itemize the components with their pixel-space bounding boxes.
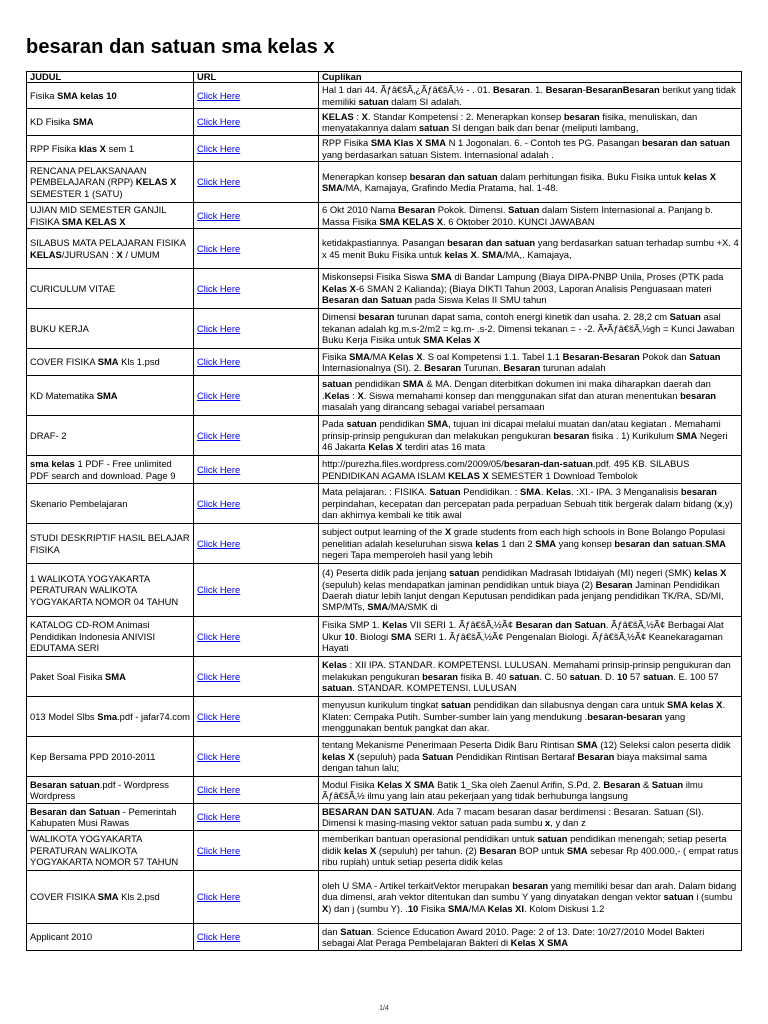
row-snippet: menyusun kurikulum tingkat satuan pendidikan dan silabusnya dengan cara untuk SMA kelas X. Klaten: Cempaka Putih. Sumber-sumber lain yang mendukung .besaran-besaran yang menggunakan bentuk pangkat dan akar. — [319, 697, 742, 737]
row-title: DRAF- 2 — [27, 416, 194, 456]
click-here-link[interactable]: Click Here — [197, 710, 241, 722]
click-here-link[interactable]: Click Here — [197, 630, 241, 642]
click-here-link[interactable]: Click Here — [197, 750, 241, 762]
row-url-cell — [194, 831, 319, 871]
table-row — [27, 136, 742, 162]
row-title: 1 WALIKOTA YOGYAKARTA PERATURAN WALIKOTA YOGYAKARTA NOMOR 04 TAHUN — [27, 564, 194, 617]
row-title: Skenario Pembelajaran — [27, 484, 194, 524]
row-title: KD Matematika SMA — [27, 376, 194, 416]
click-here-link[interactable]: Click Here — [197, 116, 241, 128]
table-row — [27, 524, 742, 564]
click-here-link[interactable]: Click Here — [197, 463, 241, 475]
click-here-link[interactable]: Click Here — [197, 282, 241, 294]
table-header-row — [27, 72, 742, 83]
click-here-link[interactable]: Click Here — [197, 242, 241, 254]
page-number: 1/4 — [379, 1005, 389, 1012]
row-title: sma kelas 1 PDF - Free unlimited PDF search and download. Page 9 — [27, 456, 194, 484]
row-url-cell — [194, 83, 319, 109]
row-title: CURICULUM VITAE — [27, 269, 194, 309]
row-url-cell — [194, 269, 319, 309]
row-snippet: RPP Fisika SMA Klas X SMA N 1 Jogonalan. 6. - Contoh tes PG. Pasangan besaran dan satuan yang berdasarkan satuan Sistem. Internasional adalah . — [319, 136, 742, 162]
row-snippet: (4) Peserta didik pada jenjang satuan pendidikan Madrasah Ibtidaiyah (MI) negeri (SMK) kelas X (sepuluh) kelas mendapatkan jaminan pendidikan untuk biaya (2) Besaran Jaminan Pendidikan Daerah diatur lebih lanjut dengan Keputusan pendidikan pada jenjang pendidikan TK/RA, SD/MI, SMP/MTs, SMA/MA/SMK di — [319, 564, 742, 617]
row-title: SILABUS MATA PELAJARAN FISIKA KELAS/JURUSAN : X / UMUM — [27, 229, 194, 269]
row-url-cell — [194, 229, 319, 269]
table-row — [27, 203, 742, 229]
row-snippet: subject output learning of the X grade students from each high schools in Bone Bolango Populasi penelitian adalah keseluruhan siswa kelas 1 dan 2 SMA yang konsep besaran dan satuan.SMA negeri Tapa memperoleh hasil yang lebih — [319, 524, 742, 564]
table-row — [27, 617, 742, 657]
table-row — [27, 229, 742, 269]
row-snippet: Kelas : XII IPA. STANDAR. KOMPETENSI. LULUSAN. Memahami prinsip-prinsip pengukuran dan melakukan pengukuran besaran fisika B. 40 satuan. C. 50 satuan. D. 10 57 satuan. E. 100 57 satuan. STANDAR. KOMPETENSI. LULUSAN — [319, 657, 742, 697]
table-row — [27, 269, 742, 309]
table-row — [27, 309, 742, 349]
click-here-link[interactable]: Click Here — [197, 322, 241, 334]
row-snippet: Dimensi besaran turunan dapat sama, contoh energi kinetik dan usaha. 2. 28,2 cm Satuan asal tekanan adalah kg.m.s-2/m2 = kg.m- .s-2. Dimensi tekanan = - -2. Ã•Ãƒâ€šÃ‚½gh = Kunci Jawaban Buku Kerja Fisika untuk SMA Kelas X — [319, 309, 742, 349]
row-url-cell — [194, 617, 319, 657]
table-row — [27, 376, 742, 416]
click-here-link[interactable]: Click Here — [197, 176, 241, 188]
row-title: Besaran satuan.pdf - Wordpress Wordpress — [27, 777, 194, 804]
row-title: STUDI DESKRIPTIF HASIL BELAJAR FISIKA — [27, 524, 194, 564]
row-title: KD Fisika SMA — [27, 109, 194, 136]
column-header-judul: JUDUL — [27, 72, 194, 83]
table-row — [27, 777, 742, 804]
row-title: 013 Model Slbs Sma.pdf - jafar74.com — [27, 697, 194, 737]
row-snippet: tentang Mekanisme Penerimaan Peserta Didik Baru Rintisan SMA (12) Seleksi calon peserta didik kelas X (sepuluh) pada Satuan Pendidikan Rintisan Bertaraf Besaran biaya maksimal sama dengan tahun lalu; — [319, 737, 742, 777]
table-row — [27, 416, 742, 456]
row-snippet: Mata pelajaran. : FISIKA. Satuan Pendidikan. : SMA. Kelas. :XI.- IPA. 3 Menganalisis besaran perpindahan, kecepatan dan percepatan pada perpaduan Sebuah titik bergerak dalam bidang (x,y) dan akhirnya kembali ke titik awal — [319, 484, 742, 524]
row-snippet: Fisika SMP 1. Kelas VII SERI 1. Ãƒâ€šÃ‚½Ã¢ Besaran dan Satuan. Ãƒâ€šÃ‚½Ã¢ Berbagai Alat Ukur 10. Biologi SMA SERI 1. Ãƒâ€šÃ‚½Ã¢ Pengenalan Biologi. Ãƒâ€šÃ‚½Ã¢ Keanekaragaman Hayati — [319, 617, 742, 657]
row-snippet: Pada satuan pendidikan SMA, tujuan ini dicapai melalui muatan dan/atau kegiatan . Memahami prinsip-prinsip pengukuran dan melakukan pengukuran besaran fisika . 1) Kurikulum SMA Negeri 46 Jakarta Kelas X terdiri atas 16 mata — [319, 416, 742, 456]
row-url-cell — [194, 376, 319, 416]
table-body — [27, 83, 742, 951]
row-url-cell — [194, 416, 319, 456]
table-row — [27, 349, 742, 376]
row-title: WALIKOTA YOGYAKARTA PERATURAN WALIKOTA YOGYAKARTA NOMOR 57 TAHUN — [27, 831, 194, 871]
row-title: Applicant 2010 — [27, 924, 194, 951]
row-title: Fisika SMA kelas 10 — [27, 83, 194, 109]
table-row — [27, 456, 742, 484]
row-url-cell — [194, 136, 319, 162]
row-url-cell — [194, 871, 319, 924]
row-url-cell — [194, 484, 319, 524]
row-snippet: Fisika SMA/MA Kelas X. S oal Kompetensi 1.1. Tabel 1.1 Besaran-Besaran Pokok dan Satuan Internasionalnya (SI). 2. Besaran Turunan. Besaran turunan adalah — [319, 349, 742, 376]
row-title: RPP Fisika klas X sem 1 — [27, 136, 194, 162]
row-snippet: ketidakpastiannya. Pasangan besaran dan satuan yang berdasarkan satuan terhadap sumbu +X. 4 x 45 menit Buku Fisika untuk kelas X. SMA/MA,. Kamajaya, — [319, 229, 742, 269]
click-here-link[interactable]: Click Here — [197, 844, 241, 856]
row-url-cell — [194, 737, 319, 777]
row-snippet: satuan pendidikan SMA & MA. Dengan diterbitkan dokumen ini maka diharapkan daerah dan .Kelas : X. Siswa memahami konsep dan menggunakan sifat dan aturan menentukan besaran masalah yang dirancang sebagai variabel persamaan — [319, 376, 742, 416]
row-snippet: memberikan bantuan operasional pendidikan untuk satuan pendidikan menengah; setiap peserta didik kelas X (sepuluh) per tahun. (2) Besaran BOP untuk SMA sebesar Rp 400.000,- ( empat ratus ribu rupiah) untuk setiap peserta didik kelas — [319, 831, 742, 871]
row-url-cell — [194, 697, 319, 737]
click-here-link[interactable]: Click Here — [197, 584, 241, 596]
table-row — [27, 737, 742, 777]
row-url-cell — [194, 924, 319, 951]
click-here-link[interactable]: Click Here — [197, 389, 241, 401]
row-title: KATALOG CD-ROM Animasi Pendidikan Indonesia ANIVISI EDUTAMA SERI — [27, 617, 194, 657]
row-url-cell — [194, 203, 319, 229]
results-table — [26, 71, 742, 951]
row-snippet: Modul Fisika Kelas X SMA Batik 1_Ska oleh Zaenul Arifin, S.Pd. 2. Besaran & Satuan ilmu Ãƒâ€šÃ‚½ ilmu yang lain atau pekerjaan yang tidak berhubunga langsung — [319, 777, 742, 804]
table-row — [27, 484, 742, 524]
row-snippet: KELAS : X. Standar Kompetensi : 2. Menerapkan konsep besaran fisika, menuliskan, dan menyatakannya dalam satuan SI dengan baik dan benar (meliputi lambang, — [319, 109, 742, 136]
row-snippet: Hal 1 dari 44. Ãƒâ€šÃ‚¿Ãƒâ€šÃ‚½ - . 01. Besaran. 1. Besaran-BesaranBesaran berikut yang tidak memiliki satuan dalam SI adalah. — [319, 83, 742, 109]
row-title: BUKU KERJA — [27, 309, 194, 349]
row-title: UJIAN MID SEMESTER GANJIL FISIKA SMA KELAS X — [27, 203, 194, 229]
page-title: besaran dan satuan sma kelas x — [26, 36, 335, 58]
table-row — [27, 804, 742, 831]
column-header-url: URL — [194, 72, 319, 83]
row-url-cell — [194, 309, 319, 349]
click-here-link[interactable]: Click Here — [197, 429, 241, 441]
table-row — [27, 657, 742, 697]
column-header-cuplikan: Cuplikan — [319, 72, 742, 83]
row-url-cell — [194, 777, 319, 804]
click-here-link[interactable]: Click Here — [197, 209, 241, 221]
row-snippet: BESARAN DAN SATUAN. Ada 7 macam besaran dasar berdimensi : Besaran. Satuan (SI). Dimensi k masing-masing vektor satuan pada sumbu x, y dan z — [319, 804, 742, 831]
row-url-cell — [194, 162, 319, 203]
row-url-cell — [194, 456, 319, 484]
table-row — [27, 564, 742, 617]
row-title: COVER FISIKA SMA Kls 1.psd — [27, 349, 194, 376]
row-url-cell — [194, 804, 319, 831]
click-here-link[interactable]: Click Here — [197, 811, 241, 823]
table-row — [27, 162, 742, 203]
table-row — [27, 697, 742, 737]
click-here-link[interactable]: Click Here — [197, 142, 241, 154]
row-url-cell — [194, 524, 319, 564]
row-url-cell — [194, 564, 319, 617]
click-here-link[interactable]: Click Here — [197, 784, 241, 796]
click-here-link[interactable]: Click Here — [197, 89, 241, 101]
row-title: Kep Bersama PPD 2010-2011 — [27, 737, 194, 777]
row-url-cell — [194, 349, 319, 376]
row-snippet: http://purezha.files.wordpress.com/2009/05/besaran-dan-satuan.pdf. 495 KB. SILABUS PENDIDIKAN AGAMA ISLAM KELAS X SEMESTER 1 Download Tembolok — [319, 456, 742, 484]
row-snippet: 6 Okt 2010 Nama Besaran Pokok. Dimensi. Satuan dalam Sistem Internasional a. Panjang b. Massa Fisika SMA KELAS X. 6 Oktober 2010. KUNCI JAWABAN — [319, 203, 742, 229]
row-snippet: dan Satuan. Science Education Award 2010. Page: 2 of 13. Date: 10/27/2010 Model Bakteri sebagai Alat Peraga Pembelajaran Bakteri di Kelas X SMA — [319, 924, 742, 951]
table-row — [27, 109, 742, 136]
click-here-link[interactable]: Click Here — [197, 931, 241, 943]
click-here-link[interactable]: Click Here — [197, 497, 241, 509]
table-row — [27, 871, 742, 924]
row-snippet: oleh U SMA - Artikel terkaitVektor merupakan besaran yang memiliki besar dan arah. Dalam bidang dua dimensi, arah vektor ditentukan dan sumbu Y yang dinyatakan dengan vektor satuan i (sumbu X) dan j (sumbu Y). .10 Fisika SMA/MA Kelas XI. Kolom Diskusi 1.2 — [319, 871, 742, 924]
click-here-link[interactable]: Click Here — [197, 891, 241, 903]
row-snippet: Menerapkan konsep besaran dan satuan dalam perhitungan fisika. Buku Fisika untuk kelas X SMA/MA, Kamajaya, Grafindo Media Pratama, hal. 1-48. — [319, 162, 742, 203]
row-url-cell — [194, 657, 319, 697]
table-row — [27, 831, 742, 871]
table-row — [27, 924, 742, 951]
row-title: Besaran dan Satuan - Pemerintah Kabupaten Musi Rawas — [27, 804, 194, 831]
click-here-link[interactable]: Click Here — [197, 670, 241, 682]
row-url-cell — [194, 109, 319, 136]
click-here-link[interactable]: Click Here — [197, 537, 241, 549]
row-title: RENCANA PELAKSANAAN PEMBELAJARAN (RPP) KELAS X SEMESTER 1 (SATU) — [27, 162, 194, 203]
table-row — [27, 83, 742, 109]
row-snippet: Miskonsepsi Fisika Siswa SMA di Bandar Lampung (Biaya DIPA-PNBP Unila, Proses (PTK pada Kelas X-6 SMAN 2 Kalianda); (Biaya DIKTI Tahun 2003, Laporan Analisis Penguasaan materi Besaran dan Satuan pada Siswa Kelas II SMU tahun — [319, 269, 742, 309]
row-title: Paket Soal Fisika SMA — [27, 657, 194, 697]
click-here-link[interactable]: Click Here — [197, 356, 241, 368]
row-title: COVER FISIKA SMA Kls 2.psd — [27, 871, 194, 924]
